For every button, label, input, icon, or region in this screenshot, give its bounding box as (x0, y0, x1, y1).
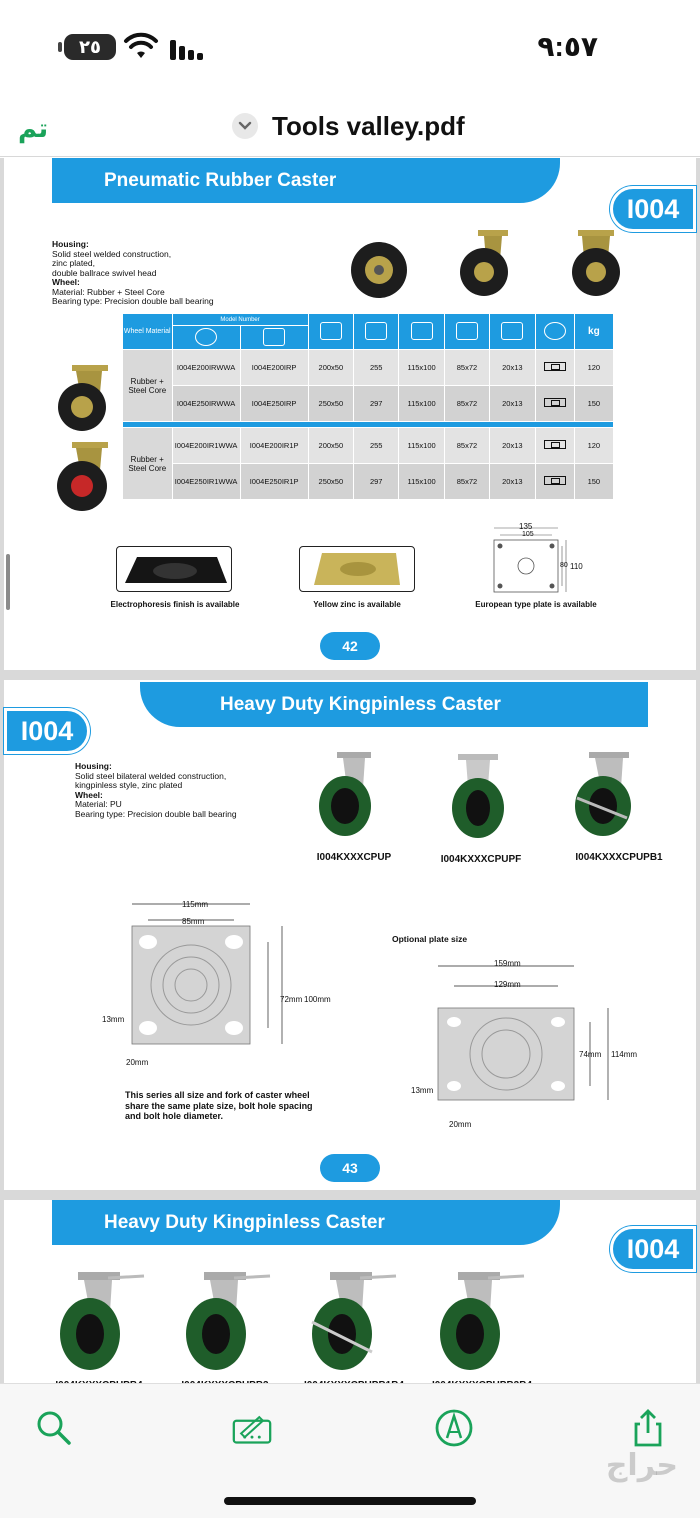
battery-indicator: ٢٥ (64, 34, 116, 60)
product-code-badge: I004 (610, 1226, 696, 1272)
caster-pupb1b4-image (300, 1268, 400, 1380)
caster-pupb4-image (48, 1268, 148, 1380)
annotate-pen-icon[interactable] (434, 1408, 474, 1448)
dimension-label: 105 (522, 531, 534, 538)
page-number: 43 (320, 1154, 380, 1182)
height-icon (365, 322, 387, 340)
caster-red-core-image (52, 440, 114, 514)
bearing-symbol-icon (544, 440, 566, 449)
pdf-page-42 (4, 158, 696, 670)
done-button[interactable]: تم (18, 113, 49, 143)
search-icon[interactable] (34, 1408, 74, 1448)
wheel-front-icon (195, 328, 217, 346)
dimension-label: 80 (560, 562, 568, 569)
bearing-icon (544, 322, 566, 340)
document-title-menu[interactable] (232, 109, 465, 143)
page-banner: Heavy Duty Kingpinless Caster (52, 1200, 560, 1245)
dimension-label: 85mm (182, 917, 205, 926)
product-code-badge: I004 (610, 186, 696, 232)
dimension-label: 13mm (102, 1015, 125, 1024)
european-plate-diagram (484, 522, 584, 598)
rigid-caster-image (564, 228, 628, 298)
page-banner: Heavy Duty Kingpinless Caster (140, 682, 648, 727)
dimension-label: 114mm (611, 1050, 638, 1059)
plate-size-note: This series all size and fork of caster wheel share the same plate size, bolt hole spacing and bolt hole diameter. (125, 1090, 313, 1121)
optional-plate-diagram (408, 946, 648, 1116)
cellular-signal-icon (168, 36, 206, 60)
dimension-label: 115mm (182, 900, 209, 909)
bearing-symbol-icon (544, 362, 566, 371)
document-title: Tools valley.pdf (272, 110, 465, 141)
caster-pupb3-image (174, 1268, 274, 1380)
dimension-label: 74mm (579, 1050, 602, 1059)
column-header-material: Wheel Material (123, 314, 173, 350)
table-row: I004E250IRWWA I004E250IRP 250x50 297 115x100 85x72 20x13 150 (123, 386, 614, 422)
page-number: 42 (320, 632, 380, 660)
load-kg-icon: kg (588, 326, 600, 337)
dimension-label: 72mm (280, 995, 303, 1004)
caster-pup-image (309, 748, 379, 840)
page-banner: Pneumatic Rubber Caster (52, 158, 560, 203)
dimension-label: 129mm (494, 980, 521, 989)
wheel-size-icon (320, 322, 342, 340)
dimension-label: 100mm (304, 995, 331, 1004)
bearing-symbol-icon (544, 398, 566, 407)
dimension-label: 159mm (494, 959, 521, 968)
part-label: I004KXXXCPUP (316, 852, 392, 863)
caster-pupb3b4-image (428, 1268, 528, 1380)
bolt-hole-icon (501, 322, 523, 340)
caster-pupb1-image (567, 748, 641, 840)
optional-plate-title: Optional plate size (392, 934, 468, 944)
caster-steel-core-image (52, 363, 114, 433)
table-row: Rubber + Steel Core I004E200IR1WWA I004E200IR1P 200x50 255 115x100 85x72 20x13 120 (123, 428, 614, 464)
product-specs: Housing: Solid steel bilateral welded construction, kingpinless style, zinc plated Wheel: Material: PU Bearing type: Precision double ball bearing (75, 761, 237, 819)
markup-icon[interactable] (232, 1408, 272, 1448)
status-bar (0, 0, 700, 95)
clock: ٩:٥٧ (537, 31, 598, 62)
part-label: I004KXXXCPUPB1 (575, 852, 663, 863)
part-label: I004KXXXCPUPF (440, 854, 522, 865)
chevron-down-icon[interactable] (232, 113, 258, 139)
electrophoresis-plate-image (116, 546, 232, 592)
spec-table (122, 313, 614, 500)
home-indicator[interactable] (224, 1497, 476, 1505)
dimension-label: 20mm (449, 1120, 472, 1129)
pdf-page-44 (4, 1200, 696, 1400)
share-icon[interactable] (628, 1408, 668, 1448)
plate-dimension-diagram (96, 890, 336, 1080)
yellow-zinc-caption: Yellow zinc is available (313, 600, 401, 609)
product-specs: Housing: Solid steel welded construction, zinc plated, double ballrace swivel head Wheel: Material: Rubber + Steel Core Bearing type: Precision double ball bearing (52, 239, 214, 306)
caster-side-icon (263, 328, 285, 346)
dimension-label: 13mm (411, 1086, 434, 1095)
caster-pupf-image (444, 752, 514, 840)
plate-size-icon (411, 322, 433, 340)
document-header (0, 95, 700, 157)
yellow-zinc-plate-image (299, 546, 415, 592)
electrophoresis-caption: Electrophoresis finish is available (110, 600, 240, 609)
scroll-indicator[interactable] (6, 554, 10, 610)
watermark: حراج (605, 1449, 678, 1482)
dimension-label: 110 (570, 562, 583, 571)
column-header-model: Model Number (172, 314, 308, 326)
dimension-label: 135 (519, 522, 533, 531)
hole-spacing-icon (456, 322, 478, 340)
pdf-page-43 (4, 680, 696, 1190)
table-row: Rubber + Steel Core I004E200IRWWA I004E200IRP 200x50 255 115x100 85x72 20x13 120 (123, 350, 614, 386)
table-row: I004E250IR1WWA I004E250IR1P 250x50 297 115x100 85x72 20x13 150 (123, 464, 614, 500)
wheel-product-image (349, 240, 409, 300)
wifi-icon (124, 34, 158, 60)
bearing-symbol-icon (544, 476, 566, 485)
dimension-label: 20mm (126, 1058, 149, 1067)
swivel-caster-image (454, 228, 518, 298)
product-code-badge: I004 (4, 708, 90, 754)
european-plate-caption: European type plate is available (475, 600, 597, 609)
pdf-viewport[interactable] (0, 158, 700, 1383)
